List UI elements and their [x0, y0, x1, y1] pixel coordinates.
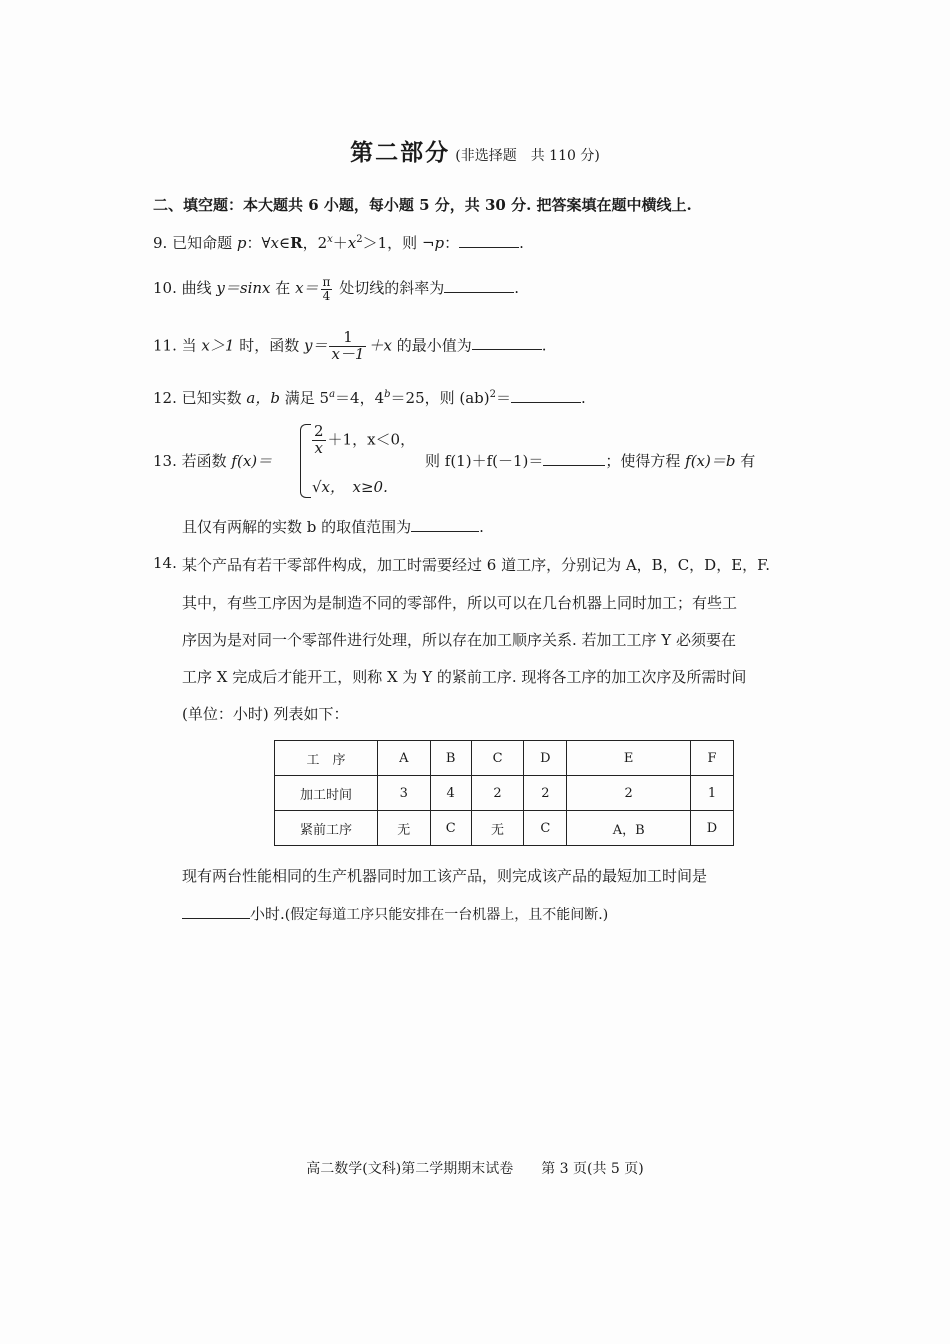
q9-end: .	[519, 234, 524, 252]
answer-blank[interactable]	[472, 335, 542, 350]
page-footer: 高二数学(文科)第二学期期末试卷 第 3 页(共 5 页)	[306, 1161, 644, 1177]
q13-fx: f(x)＝	[231, 452, 273, 470]
q9-var-x2: x	[347, 234, 357, 252]
q9-var-p: p	[236, 234, 247, 252]
table-header-cell: E	[567, 741, 691, 776]
section-heading: 二、填空题：本大题共 6 小题，每小题 5 分，共 30 分. 把答案填在题中横线上.	[153, 196, 692, 214]
q12-eq1: ＝4，4	[335, 389, 385, 407]
answer-blank[interactable]	[511, 388, 581, 403]
q13-tail: 有	[735, 452, 756, 470]
q13-mid: 则 f(1)＋f(－1)＝	[425, 452, 544, 470]
table-cell: 2	[524, 776, 567, 811]
fraction-1-over-x-minus-1	[329, 330, 366, 363]
q12-base5: 5	[319, 389, 330, 407]
q11-cond: x＞1	[201, 336, 235, 355]
table-header-cell: D	[524, 741, 567, 776]
q11-post: 的最小值为	[391, 336, 472, 355]
table-header-cell: A	[378, 741, 431, 776]
q14-line: (单位：小时) 列表如下：	[182, 705, 349, 723]
process-table	[274, 740, 734, 846]
q14-unit: 小时.	[250, 905, 285, 923]
q10-text: 曲线	[181, 279, 217, 298]
frac-den: x－1	[331, 344, 365, 363]
q9-text: 已知命题	[172, 234, 237, 252]
question-13-rest	[425, 450, 755, 471]
table-row	[275, 811, 734, 846]
question-9	[153, 232, 524, 253]
q12-end: .	[581, 389, 586, 407]
table-row	[275, 741, 734, 776]
question-number: 11.	[153, 336, 177, 355]
piecewise-case-2: √x， x≥0.	[312, 478, 388, 496]
q9-gt: ＞1，则 ¬	[362, 234, 435, 252]
answer-blank[interactable]	[459, 233, 519, 248]
q12-eq: ＝	[496, 389, 512, 407]
q12-text: 已知实数	[181, 389, 247, 407]
q14-line: 工序 X 完成后才能开工，则称 X 为 Y 的紧前工序. 现将各工序的加工次序及所需时间	[182, 668, 747, 686]
question-13-line2	[182, 516, 484, 537]
q10-at: 在	[270, 279, 296, 298]
frac-den: 4	[322, 288, 331, 303]
q11-text: 当	[181, 336, 202, 355]
q11-mid: 时，函数	[234, 336, 304, 355]
table-cell: 2	[567, 776, 691, 811]
table-header-cell: C	[471, 741, 524, 776]
question-11	[153, 330, 547, 363]
q9-square: 2	[356, 234, 363, 245]
q10-post: 处切线的斜率为	[334, 279, 445, 298]
frac-den: x	[314, 438, 323, 457]
q12-exp-b: b	[384, 389, 391, 400]
q9-set-R: R	[290, 234, 303, 252]
q12-ab: a，b	[246, 389, 280, 407]
question-14-number: 14.	[153, 554, 177, 572]
question-10	[153, 276, 519, 302]
question-number: 10.	[153, 279, 177, 298]
table-header-cell: B	[430, 741, 471, 776]
q9-var-p2: p	[434, 234, 445, 252]
table-cell: A，B	[567, 811, 691, 846]
answer-blank[interactable]	[411, 517, 479, 532]
q9-var-x: x	[270, 234, 280, 252]
q9-text-mid: ：∀	[246, 234, 271, 252]
q14-line: 某个产品有若干零部件构成，加工时需要经过 6 道工序，分别记为 A，B，C，D，E，F.	[182, 556, 770, 574]
q14-after-line2	[182, 903, 608, 924]
part-title-note: (非选择题 共 110 分)	[455, 148, 600, 164]
answer-blank[interactable]	[182, 904, 250, 919]
table-cell: 3	[378, 776, 431, 811]
q11-yeq: y＝	[303, 336, 328, 355]
q10-end: .	[514, 279, 519, 298]
q10-func: y＝sinx	[216, 279, 271, 298]
table-cell: 加工时间	[275, 776, 378, 811]
case-1-rest: ＋1，x＜0，	[327, 430, 416, 449]
q9-exponent: x	[327, 234, 333, 245]
table-cell: 2	[471, 776, 524, 811]
table-row	[275, 776, 734, 811]
table-header-cell: F	[691, 741, 734, 776]
answer-blank[interactable]	[444, 278, 514, 293]
q11-end: .	[541, 336, 547, 355]
piecewise-case-1	[310, 424, 415, 457]
part-title-main: 第二部分	[350, 139, 451, 166]
table-header-cell: 工 序	[275, 741, 378, 776]
q12-exp-a: a	[329, 389, 336, 400]
fraction-pi-over-4	[321, 276, 333, 302]
question-number: 13.	[153, 452, 177, 470]
q12-square: 2	[489, 389, 497, 400]
q9-in: ∈	[279, 234, 291, 252]
answer-blank[interactable]	[543, 451, 605, 466]
table-cell: 无	[378, 811, 431, 846]
table-cell: D	[691, 811, 734, 846]
q12-eq2: ＝25，则 (ab)	[390, 389, 490, 407]
q13-line2: 且仅有两解的实数 b 的取值范围为	[182, 518, 412, 536]
q13-end: .	[479, 518, 484, 536]
table-cell: C	[430, 811, 471, 846]
table-cell: 无	[471, 811, 524, 846]
frac-num: 2	[314, 422, 324, 440]
q14-note: (假定每道工序只能安排在一台机器上，且不能间断.)	[284, 907, 609, 923]
table-cell: 4	[430, 776, 471, 811]
question-13-label	[153, 450, 272, 471]
q9-plus: ＋	[332, 234, 348, 252]
q10-xeq: x＝	[295, 279, 319, 298]
q9-expr: ，2	[302, 234, 328, 252]
q14-after-line: 现有两台性能相同的生产机器同时加工该产品，则完成该产品的最短加工时间是	[182, 867, 708, 885]
question-number: 12.	[153, 389, 177, 407]
question-number: 9.	[153, 234, 168, 252]
frac-num: π	[322, 275, 331, 289]
q13-eq: f(x)＝b	[685, 452, 736, 470]
fraction-2-over-x	[312, 424, 326, 457]
q12-mid: 满足	[279, 389, 320, 407]
q14-line: 序因为是对同一个零部件进行处理，所以存在加工顺序关系. 若加工工序 Y 必须要在	[182, 631, 736, 649]
table-cell: 紧前工序	[275, 811, 378, 846]
table-cell: C	[524, 811, 567, 846]
q13-text: 若函数	[181, 452, 232, 470]
frac-num: 1	[329, 330, 366, 347]
question-12	[153, 387, 586, 408]
table-cell: 1	[691, 776, 734, 811]
q9-colon: ：	[444, 234, 460, 252]
part-title	[0, 134, 950, 167]
q13-semi: ；使得方程	[605, 452, 686, 470]
q11-plusx: ＋x	[368, 336, 392, 355]
q14-line: 其中，有些工序因为是制造不同的零部件，所以可以在几台机器上同时加工；有些工	[182, 594, 738, 612]
